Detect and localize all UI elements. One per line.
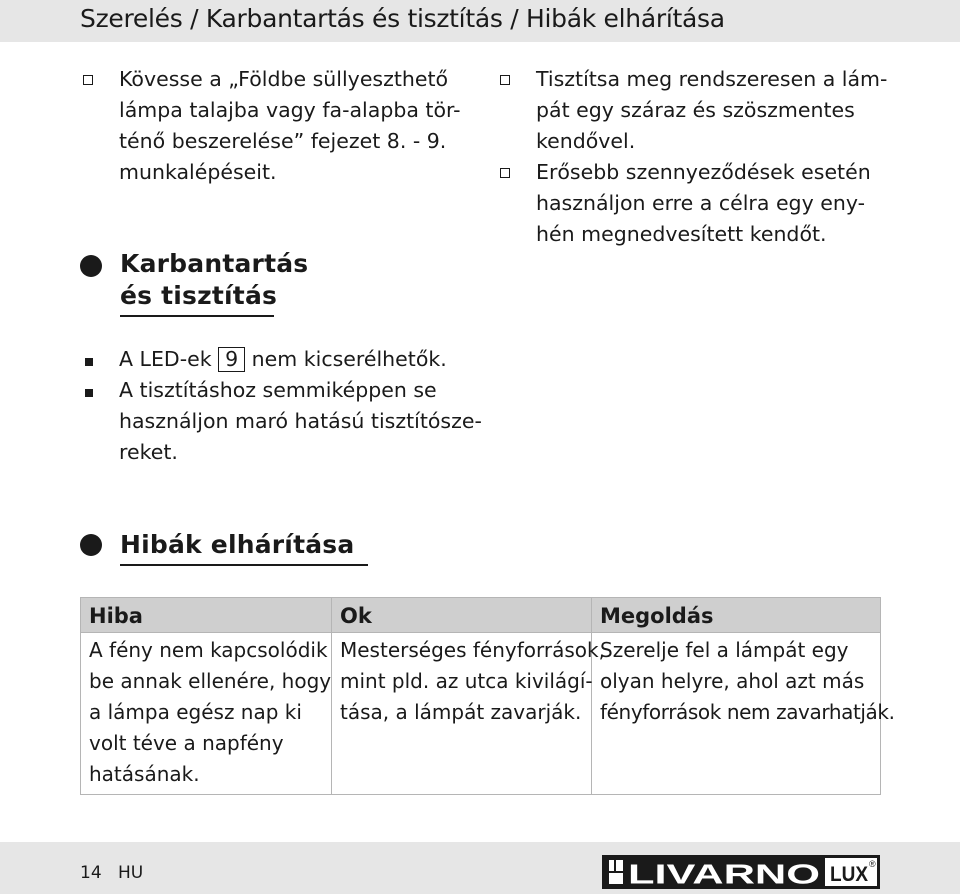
text-line: reket. bbox=[119, 440, 178, 464]
checkbox-bullet-icon bbox=[83, 75, 93, 85]
page-number: 14 bbox=[80, 863, 102, 883]
cell-line: mint pld. az utca kivilágí- bbox=[340, 669, 593, 693]
install-note bbox=[80, 64, 461, 188]
cell-line: be annak ellenére, hogy bbox=[89, 669, 332, 693]
square-bullet-icon bbox=[85, 389, 93, 397]
table-header-row bbox=[81, 598, 881, 633]
text-line: Kövesse a „Földbe süllyeszthető bbox=[119, 67, 449, 91]
led-note-suffix: nem kicserélhetők. bbox=[245, 347, 447, 371]
led-note-prefix: A LED-ek bbox=[119, 347, 219, 371]
heading-line: és tisztítás bbox=[120, 281, 278, 310]
brand-wordmark: LIVARNO bbox=[628, 858, 820, 889]
cell-line: tása, a lámpát zavarják. bbox=[340, 700, 582, 724]
cleaning-steps bbox=[497, 64, 887, 250]
column-header-solution: Megoldás bbox=[592, 598, 881, 633]
text-line: Tisztítsa meg rendszeresen a lám- bbox=[536, 67, 888, 91]
reference-number-badge: 9 bbox=[218, 347, 245, 372]
registered-mark: ® bbox=[869, 859, 876, 869]
maintenance-heading-text bbox=[120, 248, 308, 312]
livarno-lux-logo bbox=[602, 855, 880, 889]
led-note-line bbox=[119, 344, 482, 375]
cause-cell bbox=[332, 633, 605, 795]
text-line: hén megnedvesített kendőt. bbox=[536, 222, 827, 246]
text-line: ténő beszerelése” fejezet 8. - 9. bbox=[119, 129, 447, 153]
troubleshooting-heading-text: Hibák elhárítása bbox=[120, 530, 355, 559]
brand-suffix: LUX bbox=[830, 863, 868, 886]
heading-line: Karbantartás bbox=[120, 249, 309, 278]
square-bullet-icon bbox=[85, 358, 93, 366]
heading-dot-icon bbox=[80, 255, 102, 277]
cleaning-step-item bbox=[497, 64, 887, 157]
led-note-item bbox=[80, 344, 482, 375]
text-line: használjon maró hatású tisztítósze- bbox=[119, 409, 482, 433]
cell-line: Szerelje fel a lámpát egy bbox=[600, 638, 849, 662]
cell-line: volt téve a napfény bbox=[89, 731, 284, 755]
text-line: lámpa talajba vagy fa-alapba tör- bbox=[119, 98, 461, 122]
problem-cell bbox=[81, 633, 332, 795]
page-header-title: Szerelés / Karbantartás és tisztítás / Hibák elhárítása bbox=[80, 4, 725, 33]
heading-underline bbox=[120, 315, 274, 317]
checkbox-bullet-icon bbox=[500, 75, 510, 85]
maintenance-notes bbox=[80, 344, 482, 468]
text-line: Erősebb szennyeződések esetén bbox=[536, 160, 871, 184]
text-line: használjon erre a célra egy eny- bbox=[536, 191, 865, 215]
text-line: kendővel. bbox=[536, 129, 636, 153]
install-note-item bbox=[80, 64, 461, 188]
text-line: A tisztításhoz semmiképpen se bbox=[119, 378, 437, 402]
troubleshooting-table bbox=[80, 597, 895, 795]
cell-line: Mesterséges fényforrások, bbox=[340, 638, 605, 662]
cell-line: A fény nem kapcsolódik bbox=[89, 638, 328, 662]
cleaning-warning-item bbox=[80, 375, 482, 468]
solution-cell bbox=[592, 633, 895, 795]
cell-line: fényforrások nem zavarhatják. bbox=[600, 700, 895, 724]
table-row bbox=[81, 633, 881, 795]
cell-line: hatásának. bbox=[89, 762, 200, 786]
heading-underline bbox=[120, 564, 368, 566]
cleaning-step-item bbox=[497, 157, 887, 250]
cell-line: olyan helyre, ahol azt más bbox=[600, 669, 865, 693]
cell-line: a lámpa egész nap ki bbox=[89, 700, 302, 724]
heading-dot-icon bbox=[80, 534, 102, 556]
text-line: pát egy száraz és szöszmentes bbox=[536, 98, 855, 122]
column-header-cause: Ok bbox=[332, 598, 592, 633]
language-code: HU bbox=[118, 863, 144, 883]
checkbox-bullet-icon bbox=[500, 168, 510, 178]
text-line: munkalépéseit. bbox=[119, 160, 277, 184]
column-header-problem: Hiba bbox=[81, 598, 332, 633]
